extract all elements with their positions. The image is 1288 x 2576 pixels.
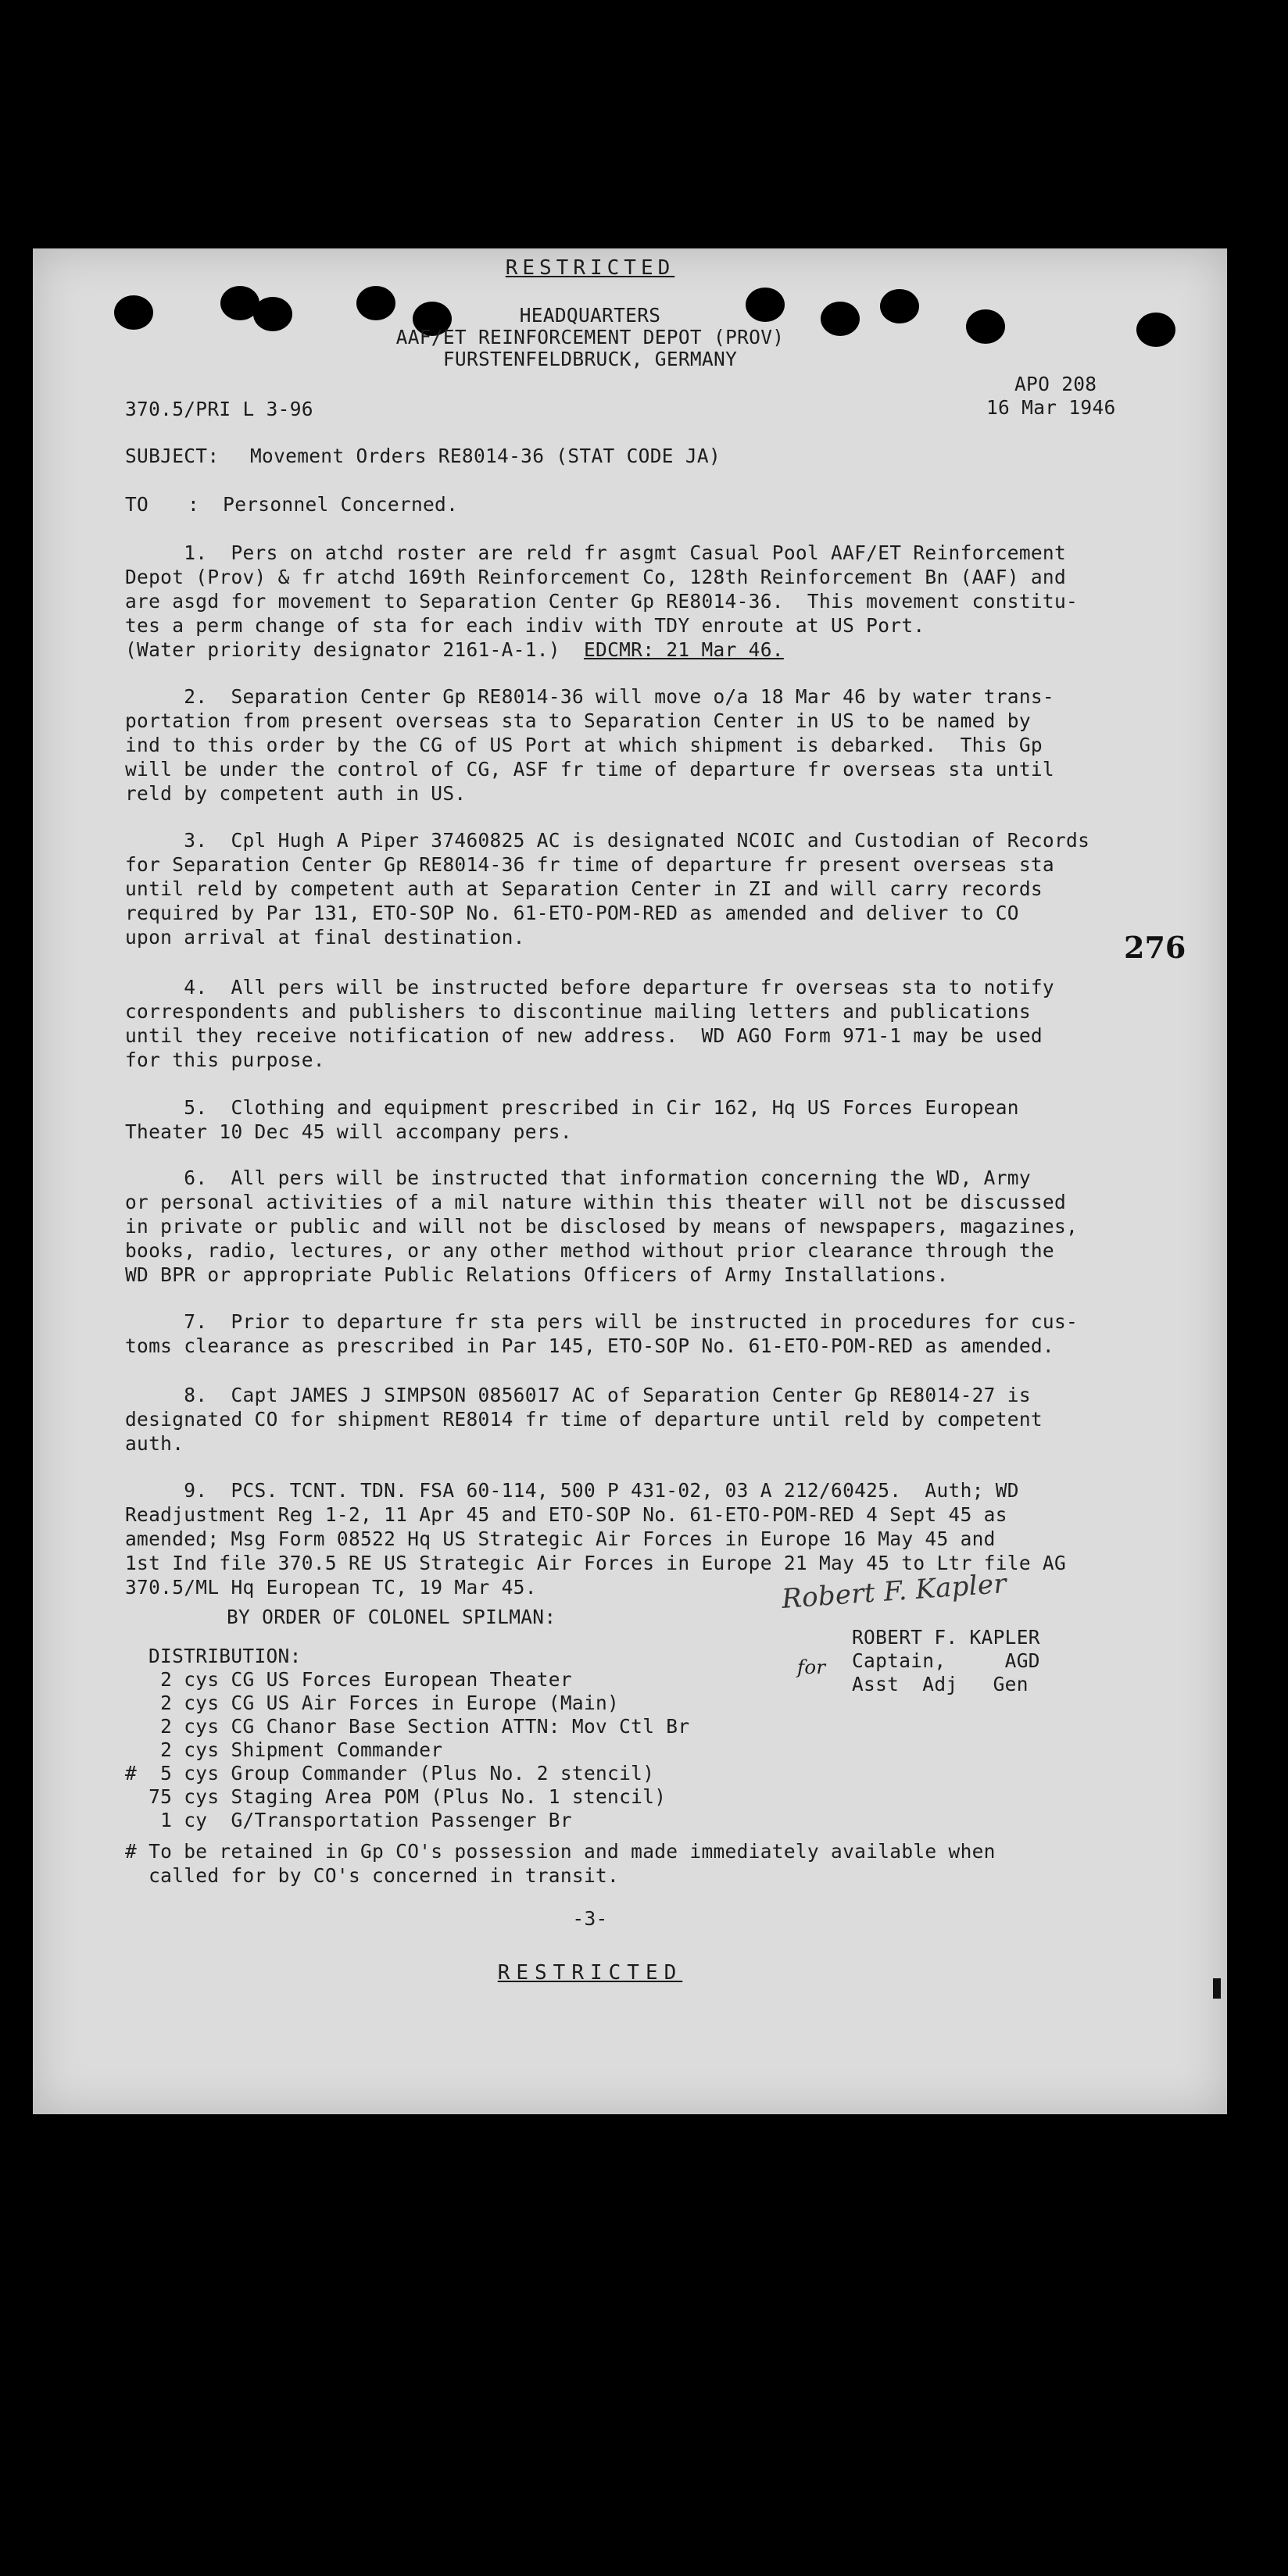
distribution-item: 1 cy G/Transportation Passenger Br xyxy=(125,1809,572,1831)
signer-title: Asst Adj Gen xyxy=(852,1673,1029,1695)
distribution-item: 75 cys Staging Area POM (Plus No. 1 stencil) xyxy=(125,1785,667,1808)
document-page xyxy=(33,248,1227,2114)
subject-text: Movement Orders RE8014-36 (STAT CODE JA) xyxy=(250,445,721,467)
paragraph-3: 3. Cpl Hugh A Piper 37460825 AC is designated NCOIC and Custodian of Records for Separation Center Gp RE8014-36 fr time of departure fr present overseas sta until reld by competent auth at Separation Center in ZI and will carry records required by Par 131, ETO-SOP No. 61-ETO-POM-RED as amended and deliver to CO upon arrival at final destination. xyxy=(125,829,1090,949)
paragraph-9: 9. PCS. TCNT. TDN. FSA 60-114, 500 P 431-02, 03 A 212/60425. Auth; WD Readjustment Reg 1-2, 11 Apr 45 and ETO-SOP No. 61-ETO-POM-RED 4 Sept 45 as amended; Msg Form 08522 Hq US Strategic Air Forces in Europe 16 May 45 and 1st Ind file 370.5 RE US Strategic Air Forces in Europe 21 May 45 to Ltr file AG 370.5/ML Hq European TC, 19 Mar 45. xyxy=(125,1479,1067,1599)
signer-name: ROBERT F. KAPLER xyxy=(852,1626,1040,1649)
to-label: TO xyxy=(125,493,149,516)
document-date: 16 Mar 1946 xyxy=(986,396,1116,419)
distribution-item: 2 cys CG US Forces European Theater xyxy=(125,1668,572,1691)
paragraph-1-text: 1. Pers on atchd roster are reld fr asgmt Casual Pool AAF/ET Reinforcement Depot (Prov) & fr atchd 169th Reinforcement Co, 128th Reinforcement Bn (AAF) and are asgd for movement to Separation Center Gp RE8014-36. This movement constitu- tes a perm change of sta for each indiv with TDY enroute at US Port. (Water priority designator 2161-A-1.) xyxy=(125,541,1079,661)
margin-mark xyxy=(1213,1978,1221,1999)
paragraph-6: 6. All pers will be instructed that information concerning the WD, Army or personal activities of a mil nature within this theater will not be discussed in private or public and will not be disclosed by means of newspapers, magazines, books, radio, lectures, or any other method without prior clearance through the WD BPR or appropriate Public Relations Officers of Army Installations. xyxy=(125,1167,1079,1286)
handwritten-signature: Robert F. Kapler xyxy=(780,1568,1008,1615)
hq-line-1: HEADQUARTERS xyxy=(519,304,661,327)
subject-label: SUBJECT: xyxy=(125,445,220,467)
paragraph-8: 8. Capt JAMES J SIMPSON 0856017 AC of Separation Center Gp RE8014-27 is designated CO for shipment RE8014 fr time of departure until reld by competent auth. xyxy=(125,1384,1043,1455)
edcmr-date: EDCMR: 21 Mar 46. xyxy=(583,638,784,661)
distribution-item: # 5 cys Group Commander (Plus No. 2 stencil) xyxy=(125,1762,655,1785)
distribution-item: 2 cys Shipment Commander xyxy=(125,1738,443,1761)
file-reference: 370.5/PRI L 3-96 xyxy=(125,398,313,420)
to-text: : Personnel Concerned. xyxy=(188,493,459,516)
classification-top: RESTRICTED xyxy=(505,256,675,280)
signer-rank: Captain, AGD xyxy=(852,1649,1040,1672)
punch-hole xyxy=(1136,313,1175,347)
paragraph-1 xyxy=(125,541,1172,662)
authority-line: BY ORDER OF COLONEL SPILMAN: xyxy=(227,1606,556,1628)
distribution-item: 2 cys CG Chanor Base Section ATTN: Mov Ctl Br xyxy=(125,1715,690,1738)
page-number: -3- xyxy=(572,1907,608,1930)
classification-bottom: RESTRICTED xyxy=(497,1961,683,1985)
paragraph-7: 7. Prior to departure fr sta pers will be instructed in procedures for cus- toms clearance as prescribed in Par 145, ETO-SOP No. 61-ETO-POM-RED as amended. xyxy=(125,1310,1079,1357)
distribution-heading: DISTRIBUTION: xyxy=(148,1645,302,1667)
distribution-item: 2 cys CG US Air Forces in Europe (Main) xyxy=(125,1692,620,1714)
paragraph-2: 2. Separation Center Gp RE8014-36 will move o/a 18 Mar 46 by water trans- portation from present overseas sta to Separation Center in US to be named by ind to this order by the CG of US Port at which shipment is debarked. This Gp will be under the control of CG, ASF fr time of departure fr overseas sta until reld by competent auth in US. xyxy=(125,685,1054,805)
paragraph-4: 4. All pers will be instructed before departure fr overseas sta to notify correspondents and publishers to discontinue mailing letters and publications until they receive notification of new address. WD AGO Form 971-1 may be used for this purpose. xyxy=(125,976,1054,1071)
paragraph-5: 5. Clothing and equipment prescribed in Cir 162, Hq US Forces European Theater 10 Dec 45 will accompany pers. xyxy=(125,1096,1019,1143)
signature-initials: for xyxy=(797,1656,826,1678)
hq-line-2: AAF/ET REINFORCEMENT DEPOT (PROV) xyxy=(395,326,785,348)
margin-page-number: 276 xyxy=(1124,930,1186,965)
hq-line-3: FURSTENFELDBRUCK, GERMANY xyxy=(442,348,738,370)
distribution-footnote: # To be retained in Gp CO's possession and made immediately available when called for by CO's concerned in transit. xyxy=(125,1840,996,1887)
apo-number: APO 208 xyxy=(1014,373,1097,395)
